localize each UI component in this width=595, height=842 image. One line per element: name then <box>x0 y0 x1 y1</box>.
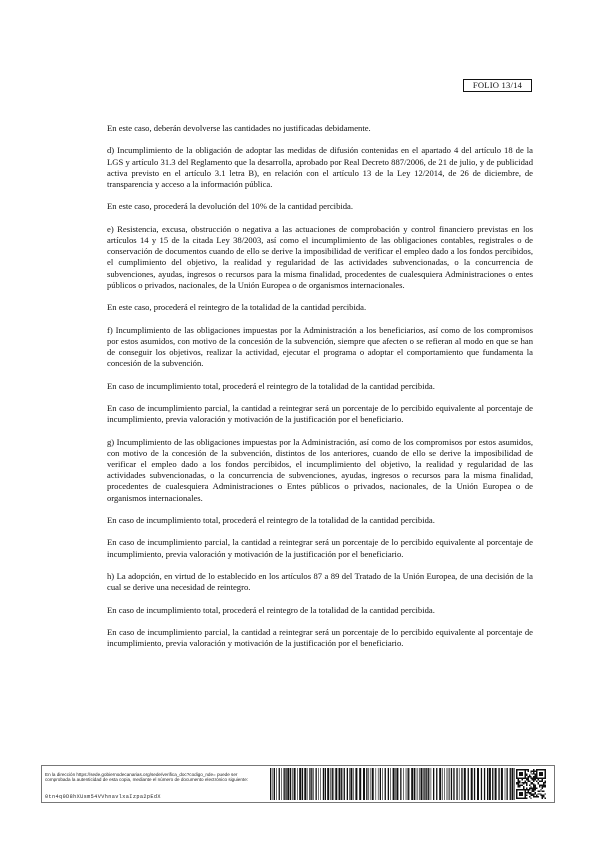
verification-text: En la dirección https://sede.gobiernodecanarias.org/sede/verifica_doc?codigo_nde= puede ser comprobada la autenticidad de esta copia, mediante el número de documento electrónico siguiente: <box>45 772 249 783</box>
paragraph: e) Resistencia, excusa, obstrucción o negativa a las actuaciones de comprobación y control financiero previstas en los artículos 14 y 15 de la citada Ley 38/2003, así como el incumplimiento de las obligaciones contables, registrales o de conservación de documentos cuando de ello se derive la imposibilidad de verificar el empleo dado a los fondos percibidos, el cumplimiento del objetivo, la realidad y regularidad de las actividades subvencionadas, o la concurrencia de subvenciones, ayudas, ingresos o recursos para la misma finalidad, procedentes de cualesquiera Administraciones o entes públicos o privados, nacionales, de la Unión Europea o de organismos internacionales. <box>107 223 533 290</box>
paragraph: En caso de incumplimiento parcial, la cantidad a reintegrar será un porcentaje de lo percibido equivalente al porcentaje de incumplimiento, previa valoración y motivación de la justificación por el beneficiario. <box>107 626 533 649</box>
paragraph: g) Incumplimiento de las obligaciones impuestas por la Administración, así como de los compromisos por estos asumidos, con motivo de la concesión de la subvención, distintos de los anteriores, cuando de ello se derive la imposibilidad de verificar el empleo dado a los fondos percibidos, el incumplimiento del objetivo, la realidad y regularidad de las actividades subvencionadas, o la concurrencia de subvenciones, ayudas, ingresos o recursos para la misma finalidad, procedentes de cualesquiera Administraciones o Entes públicos o privados, nacionales, de la Unión Europea o de organismos internacionales. <box>107 436 533 503</box>
folio-label: FOLIO 13/14 <box>463 79 532 92</box>
paragraph: f) Incumplimiento de las obligaciones impuestas por la Administración a los beneficiarios, así como de los compromisos por estos asumidos, con motivo de la concesión de la subvención, siempre que afecten o se refieran al modo en que se han de conseguir los objetivos, realizar la actividad, ejecutar el programa o adoptar el comportamiento que fundamenta la concesión de la subvención. <box>107 324 533 369</box>
paragraph: En este caso, procederá la devolución del 10% de la cantidad percibida. <box>107 201 354 212</box>
paragraph: En caso de incumplimiento total, procederá el reintegro de la totalidad de la cantidad percibida. <box>107 514 435 525</box>
barcode-icon <box>270 768 515 800</box>
qr-code-icon <box>516 769 546 799</box>
paragraph: En este caso, deberán devolverse las cantidades no justificadas debidamente. <box>107 123 371 133</box>
paragraph: En caso de incumplimiento total, procederá el reintegro de la totalidad de la cantidad percibida. <box>107 604 435 615</box>
paragraph: En caso de incumplimiento total, procederá el reintegro de la totalidad de la cantidad percibida. <box>107 380 435 391</box>
paragraph: h) La adopción, en virtud de lo establecido en los artículos 87 a 89 del Tratado de la Unión Europea, de una decisión de la cual se derive una necesidad de reintegro. <box>107 570 533 593</box>
document-code: 0tn4q0D8hXUsm54VVhnavlxaIzpa2pEdX <box>45 794 161 800</box>
verification-footer <box>41 765 555 803</box>
paragraph: d) Incumplimiento de la obligación de adoptar las medidas de difusión contenidas en el apartado 4 del artículo 18 de la LGS y artículo 31.3 del Reglamento que la desarrolla, aprobado por Real Decreto 887/2006, de 21 de julio, y de publicidad activa previsto en el artículo 3.1 letra B), en relación con el artículo 13 de la Ley 12/2014, de 26 de diciembre, de transparencia y acceso a la información pública. <box>107 145 533 189</box>
paragraph: En caso de incumplimiento parcial, la cantidad a reintegrar será un porcentaje de lo percibido equivalente al porcentaje de incumplimiento, previa valoración y motivación de la justificación por el beneficiario. <box>107 537 533 559</box>
document-body <box>107 123 533 661</box>
paragraph: En caso de incumplimiento parcial, la cantidad a reintegrar será un porcentaje de lo percibido equivalente al porcentaje de incumplimiento, previa valoración y motivación de la justificación por el beneficiario. <box>107 402 533 425</box>
paragraph: En este caso, procederá el reintegro de la totalidad de la cantidad percibida. <box>107 302 367 313</box>
